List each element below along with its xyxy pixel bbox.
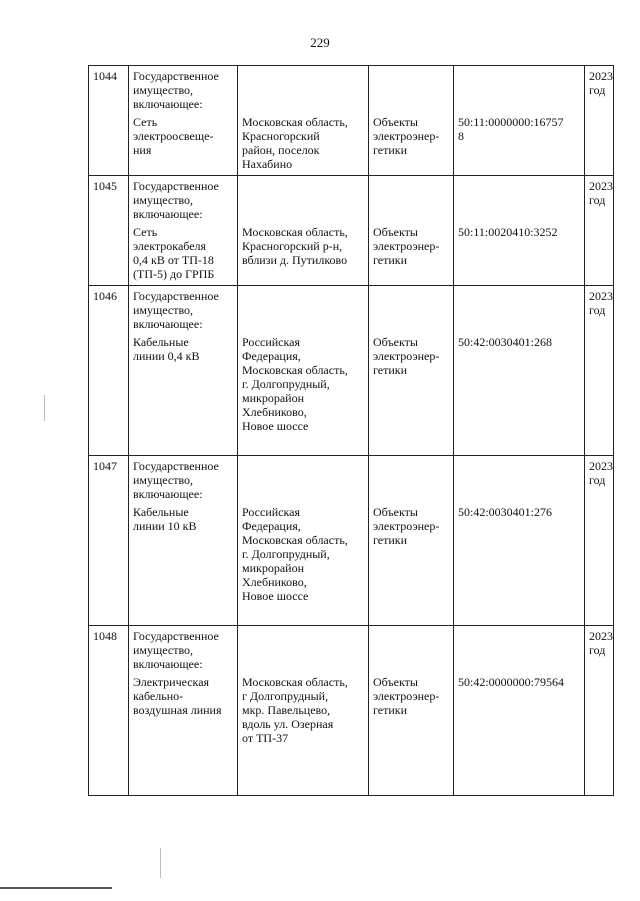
cadastral-number: 50:11:0020410:3252 xyxy=(458,225,558,239)
address-cell xyxy=(238,626,369,796)
cadastral-cell xyxy=(454,66,585,176)
object-type: Объекты электроэнер- гетики xyxy=(373,335,440,377)
address: Российская Федерация, Московская область, г. Долгопрудный, микрорайон Хлебниково, Новое шоссе xyxy=(242,505,348,603)
address-cell xyxy=(238,176,369,286)
type-cell xyxy=(369,66,454,176)
registry-table xyxy=(88,65,614,796)
table-row xyxy=(89,66,614,176)
cadastral-number: 50:42:0000000:79564 xyxy=(458,675,565,689)
object-type: Объекты электроэнер- гетики xyxy=(373,225,440,267)
property-header: Государственное имущество, включающее: xyxy=(133,179,219,221)
type-cell xyxy=(369,456,454,626)
property-description: Электрическая кабельно- воздушная линия xyxy=(133,675,222,717)
row-number: 1048 xyxy=(89,626,129,796)
property-header: Государственное имущество, включающее: xyxy=(133,69,219,111)
cadastral-cell xyxy=(454,286,585,456)
type-cell xyxy=(369,286,454,456)
address: Московская область, г Долгопрудный, мкр. Павельцево, вдоль ул. Озерная от ТП-37 xyxy=(242,675,348,745)
cadastral-number: 50:11:0000000:16757 8 xyxy=(458,115,564,143)
object-type: Объекты электроэнер- гетики xyxy=(373,675,440,717)
cadastral-number: 50:42:0030401:268 xyxy=(458,335,553,349)
cadastral-number: 50:42:0030401:276 xyxy=(458,505,553,519)
row-number: 1046 xyxy=(89,286,129,456)
property-name xyxy=(129,66,238,176)
address-cell xyxy=(238,66,369,176)
property-header: Государственное имущество, включающее: xyxy=(133,289,219,331)
address-cell xyxy=(238,286,369,456)
property-description: Кабельные линии 0,4 кВ xyxy=(133,335,200,363)
row-number: 1047 xyxy=(89,456,129,626)
property-header: Государственное имущество, включающее: xyxy=(133,629,219,671)
property-name xyxy=(129,626,238,796)
object-type: Объекты электроэнер- гетики xyxy=(373,505,440,547)
property-name xyxy=(129,176,238,286)
cadastral-cell xyxy=(454,456,585,626)
scan-artifact xyxy=(44,395,45,421)
property-name xyxy=(129,456,238,626)
address-cell xyxy=(238,456,369,626)
property-description: Сеть электроосвеще- ния xyxy=(133,115,214,157)
type-cell xyxy=(369,626,454,796)
table-row xyxy=(89,286,614,456)
address: Московская область, Красногорский район, поселок Нахабино xyxy=(242,115,348,171)
year: 2023 год xyxy=(585,286,614,456)
scan-artifact xyxy=(160,848,161,878)
table-row xyxy=(89,456,614,626)
property-description: Кабельные линии 10 кВ xyxy=(133,505,197,533)
scan-artifact xyxy=(0,887,112,889)
cadastral-cell xyxy=(454,626,585,796)
year: 2023 год xyxy=(585,626,614,796)
object-type: Объекты электроэнер- гетики xyxy=(373,115,440,157)
property-header: Государственное имущество, включающее: xyxy=(133,459,219,501)
address: Московская область, Красногорский р-н, вблизи д. Путилково xyxy=(242,225,348,267)
year: 2023 год xyxy=(585,456,614,626)
year: 2023 год xyxy=(585,176,614,286)
table-row xyxy=(89,626,614,796)
property-name xyxy=(129,286,238,456)
table-row xyxy=(89,176,614,286)
property-description: Сеть электрокабеля 0,4 кВ от ТП-18 (ТП-5) до ГРПБ xyxy=(133,225,215,281)
row-number: 1044 xyxy=(89,66,129,176)
type-cell xyxy=(369,176,454,286)
address: Российская Федерация, Московская область, г. Долгопрудный, микрорайон Хлебниково, Новое шоссе xyxy=(242,335,348,433)
page-number: 229 xyxy=(310,35,330,50)
cadastral-cell xyxy=(454,176,585,286)
year: 2023 год xyxy=(585,66,614,176)
row-number: 1045 xyxy=(89,176,129,286)
